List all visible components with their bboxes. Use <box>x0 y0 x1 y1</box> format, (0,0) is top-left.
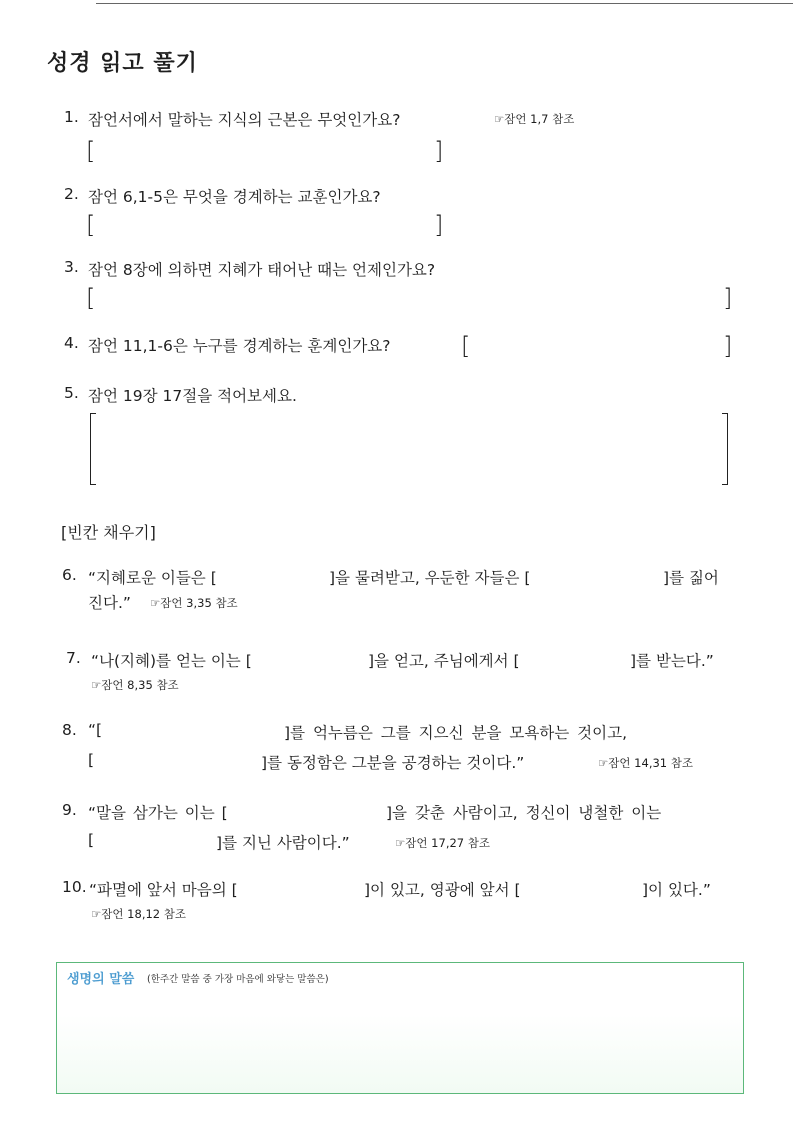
item-text: [ <box>88 751 95 769</box>
reference: ☞잠언 18,12 참조 <box>91 907 186 921</box>
item-text: ]를 짊어 <box>663 569 719 587</box>
item-text: ]을 얻고, 주님에게서 [ <box>368 652 520 670</box>
word-of-life-box[interactable] <box>56 962 744 1094</box>
answer-blank-1[interactable] <box>100 138 430 166</box>
fill-blank[interactable] <box>106 719 282 741</box>
fill-blank[interactable] <box>100 749 258 771</box>
fill-blank[interactable] <box>562 647 628 669</box>
answer-blank-5[interactable] <box>100 414 716 482</box>
item-text: [ <box>88 831 95 849</box>
question-number: 5. <box>64 384 79 402</box>
item-text: “[ <box>88 721 103 739</box>
question-text: 잠언 19장 17절을 적어보세요. <box>88 387 297 405</box>
item-text: ]를 지닌 사람이다.” <box>216 834 350 852</box>
item-text: ]를 받는다.” <box>630 652 714 670</box>
item-text: “말을 삼가는 이는 [ <box>88 804 228 822</box>
reference: ☞잠언 1,7 참조 <box>494 112 575 126</box>
item-text: “나(지혜)를 얻는 이는 [ <box>91 652 252 670</box>
fill-blank[interactable] <box>252 564 328 586</box>
item-number: 8. <box>62 721 77 739</box>
answer-bracket-close: ] <box>434 137 444 165</box>
fill-blank[interactable] <box>588 564 662 586</box>
answer-blank-3[interactable] <box>100 285 718 313</box>
answer-bracket-close: ] <box>723 284 733 312</box>
item-text: ]을 갖춘 사람이고, 정신이 냉철한 이는 <box>386 804 662 822</box>
answer-bracket-open: [ <box>86 284 96 312</box>
answer-bracket-close: ] <box>434 211 444 239</box>
top-border-line <box>96 3 793 4</box>
item-text: ]를 억누름은 그를 지으신 분을 모욕하는 것이고, <box>284 724 628 742</box>
answer-bracket-open: [ <box>86 137 96 165</box>
question-number: 3. <box>64 258 79 276</box>
reference: ☞잠언 8,35 참조 <box>91 678 179 692</box>
answer-bracket-open <box>90 413 96 485</box>
question-text: 잠언 11,1-6은 누구를 경계하는 훈계인가요? <box>88 337 391 355</box>
question-number: 1. <box>64 108 79 126</box>
fill-blank[interactable] <box>280 876 362 898</box>
item-number: 10. <box>62 878 87 896</box>
item-text: “지혜로운 이들은 [ <box>88 569 217 587</box>
answer-blank-2[interactable] <box>100 212 430 240</box>
fill-blank[interactable] <box>564 876 640 898</box>
question-number: 4. <box>64 334 79 352</box>
answer-bracket-close <box>722 413 728 485</box>
section-title: [빈칸 채우기] <box>61 523 156 542</box>
item-text: ]를 동정함은 그분을 공경하는 것이다.” <box>261 754 525 772</box>
reference: ☞잠언 17,27 참조 <box>395 836 490 850</box>
reference: ☞잠언 3,35 참조 <box>150 596 238 610</box>
fill-blank[interactable] <box>296 647 366 669</box>
item-text: ]을 물려받고, 우둔한 자들은 [ <box>329 569 531 587</box>
answer-bracket-close: ] <box>723 332 733 360</box>
answer-bracket-open: [ <box>461 332 471 360</box>
item-number: 7. <box>66 649 81 667</box>
fill-blank[interactable] <box>274 799 382 821</box>
fill-blank[interactable] <box>100 829 212 851</box>
word-of-life-subtitle: (한주간 말씀 중 가장 마음에 와닿는 말씀은) <box>147 974 329 985</box>
item-text: “파멸에 앞서 마음의 [ <box>89 881 238 899</box>
answer-blank-4[interactable] <box>472 334 718 360</box>
item-number: 6. <box>62 566 77 584</box>
item-number: 9. <box>62 801 77 819</box>
item-text: ]이 있다.” <box>642 881 711 899</box>
reference: ☞잠언 14,31 참조 <box>598 756 693 770</box>
item-text-continued: 진다.” <box>88 594 131 612</box>
word-of-life-title: 생명의 말씀 <box>67 972 135 987</box>
question-text: 잠언 8장에 의하면 지혜가 태어난 때는 언제인가요? <box>88 261 436 279</box>
question-text: 잠언서에서 말하는 지식의 근본은 무엇인가요? <box>88 111 401 129</box>
page-title: 성경 읽고 풀기 <box>47 51 198 76</box>
question-number: 2. <box>64 185 79 203</box>
item-text: ]이 있고, 영광에 앞서 [ <box>364 881 521 899</box>
answer-bracket-open: [ <box>86 211 96 239</box>
question-text: 잠언 6,1-5은 무엇을 경계하는 교훈인가요? <box>88 188 381 206</box>
